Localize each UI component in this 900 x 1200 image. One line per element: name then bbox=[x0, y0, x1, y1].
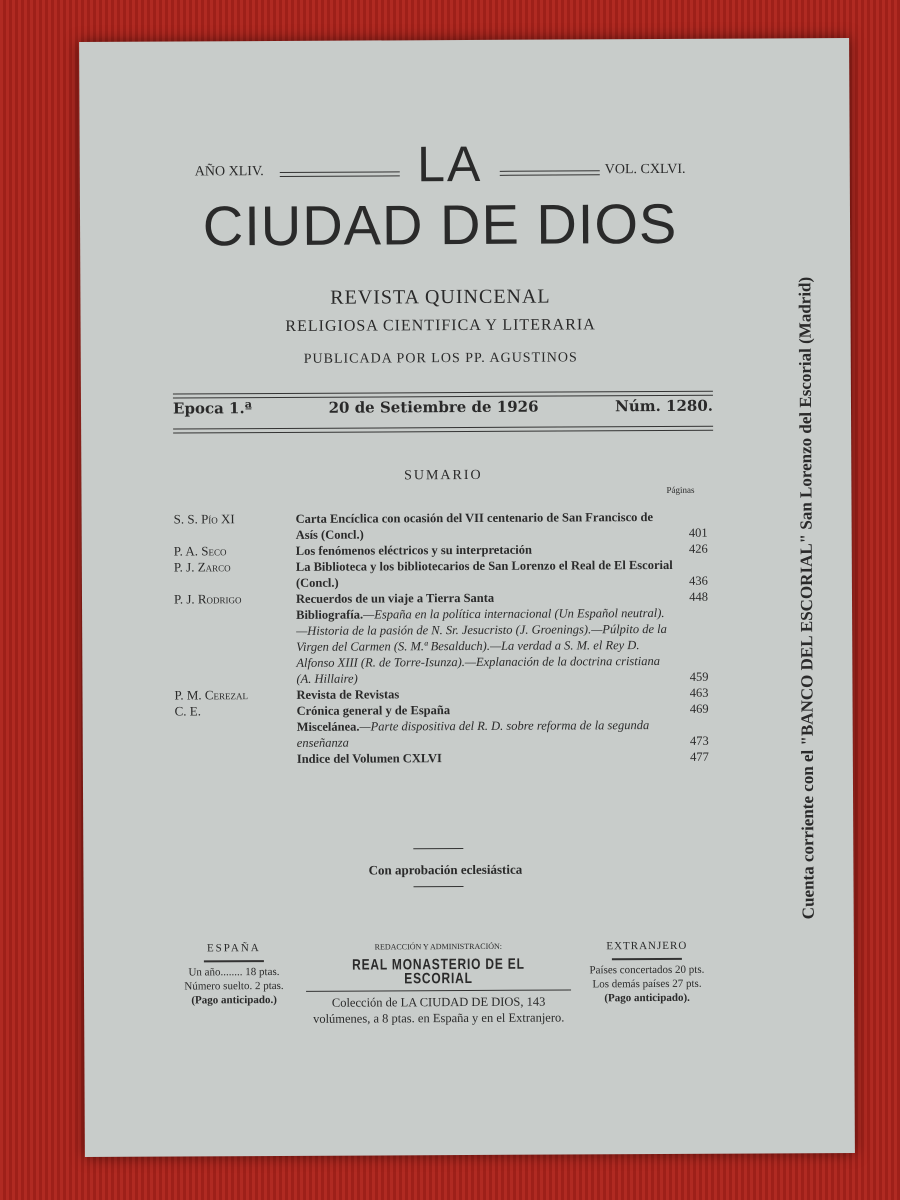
year-label: AÑO XLIV. bbox=[194, 164, 264, 180]
address: REAL MONASTERIO DE EL ESCORIAL bbox=[352, 955, 525, 988]
toc-title-text: Miscelánea. bbox=[296, 719, 360, 734]
toc-title-text: Bibliografía. bbox=[296, 607, 364, 622]
toc-title-italic: —España en la política internacional (Un Español neutral).—Historia de la pasión de N. Sr. Jesucristo (J. Groenings).—Púlpito de la Virgen del Carmen (S. M.ª Besalduch).—La verdad a S. M. el Rey D. Alfonso XIII (R. de Torre-Isunza).—Explanación de la doctrina cristiana (A. Hillaire) bbox=[296, 605, 667, 686]
approval-note: Con aprobación eclesiástica bbox=[368, 861, 523, 878]
toc-author: C. E. bbox=[174, 703, 202, 719]
toc-author bbox=[175, 751, 297, 768]
toc-page: 477 bbox=[690, 749, 709, 764]
toc-title-italic: —Parte dispositiva del R. D. sobre reforma de la segunda enseñanza bbox=[296, 718, 650, 750]
toc-title bbox=[296, 605, 674, 687]
sumario-title: SUMARIO bbox=[404, 467, 483, 484]
toc-entry bbox=[175, 717, 709, 752]
paginas-label: Páginas bbox=[666, 484, 695, 495]
price-line: Número suelto. 2 ptas. bbox=[184, 979, 284, 993]
price-line: Los demás países 27 pts. bbox=[592, 977, 702, 991]
toc-author: P. J. Rodrigo bbox=[173, 591, 242, 607]
toc-title-text: Los fenómenos eléctricos y su interpretación bbox=[295, 542, 532, 558]
price-line: Un año........ 18 ptas. bbox=[188, 965, 280, 979]
magazine-cover bbox=[79, 38, 855, 1157]
toc-entry bbox=[174, 605, 708, 688]
toc-page: 401 bbox=[688, 525, 708, 540]
toc-title bbox=[296, 509, 674, 543]
admin-label: REDACCIÓN Y ADMINISTRACIÓN: bbox=[374, 941, 503, 952]
toc-page: 426 bbox=[688, 541, 708, 556]
toc-entry bbox=[174, 509, 708, 544]
epoch: Epoca 1.ª bbox=[172, 399, 253, 418]
price-line: Países concertados 20 pts. bbox=[589, 963, 705, 977]
toc-title bbox=[297, 701, 675, 719]
payment-note: (Pago anticipado.) bbox=[191, 994, 277, 1007]
foreign-title: EXTRANJERO bbox=[606, 939, 688, 953]
toc-page: 463 bbox=[689, 685, 709, 700]
issue-band bbox=[173, 397, 713, 418]
divider bbox=[500, 170, 600, 176]
toc-page: 448 bbox=[689, 589, 709, 604]
foreign-pricing bbox=[582, 939, 712, 1006]
bank-account-vertical-text: Cuenta corriente con el "BANCO DEL ESCORIAL" San Lorenzo del Escorial (Madrid) bbox=[795, 277, 818, 920]
toc-page: 473 bbox=[689, 733, 709, 748]
subtitle: REVISTA QUINCENAL bbox=[330, 285, 551, 309]
collection-note: Colección de LA CIUDAD DE DIOS, 143 volúmenes, a 8 ptas. en España y en el Extranjero. bbox=[306, 989, 571, 1026]
toc-author: S. S. Pío XI bbox=[173, 511, 235, 527]
toc-author bbox=[175, 719, 297, 752]
table-of-contents bbox=[174, 509, 709, 768]
volume-label: VOL. CXLVI. bbox=[604, 161, 686, 178]
toc-page: 436 bbox=[689, 573, 708, 588]
issue-number: Núm. 1280. bbox=[615, 396, 714, 416]
toc-title-text: Revista de Revistas bbox=[296, 687, 400, 702]
toc-title-text: Indice del Volumen CXLVI bbox=[296, 751, 442, 766]
toc-author: P. A. Seco bbox=[173, 543, 227, 559]
divider bbox=[413, 848, 463, 849]
toc-title bbox=[297, 717, 675, 751]
title-la: LA bbox=[416, 135, 483, 193]
toc-title-text: Crónica general y de España bbox=[296, 703, 451, 718]
toc-page: 469 bbox=[689, 701, 709, 716]
toc-title bbox=[297, 749, 675, 767]
divider bbox=[173, 426, 713, 434]
toc-title bbox=[296, 685, 674, 703]
divider bbox=[280, 171, 400, 177]
toc-title bbox=[296, 557, 674, 591]
toc-entry bbox=[175, 749, 709, 768]
spain-title: ESPAÑA bbox=[206, 942, 261, 955]
toc-author: P. J. Zarco bbox=[173, 559, 231, 575]
spain-pricing bbox=[174, 941, 294, 1008]
toc-page: 459 bbox=[689, 669, 709, 684]
publisher-line: PUBLICADA POR LOS PP. AGUSTINOS bbox=[303, 350, 578, 367]
toc-title bbox=[296, 589, 674, 607]
toc-title-text: La Biblioteca y los bibliotecarios de San Lorenzo el Real de El Escorial (Concl.) bbox=[295, 557, 673, 590]
toc-title bbox=[296, 541, 674, 559]
administration bbox=[306, 939, 571, 1026]
toc-entry bbox=[174, 557, 708, 592]
toc-author bbox=[174, 607, 296, 688]
issue-date: 20 de Setiembre de 1926 bbox=[328, 397, 539, 417]
payment-note: (Pago anticipado). bbox=[604, 991, 690, 1005]
magazine-title: CIUDAD DE DIOS bbox=[202, 191, 678, 258]
subtitle-2: RELIGIOSA CIENTIFICA Y LITERARIA bbox=[285, 316, 596, 335]
toc-title-text: Recuerdos de un viaje a Tierra Santa bbox=[295, 590, 495, 606]
divider bbox=[414, 886, 464, 887]
toc-title-text: Carta Encíclica con ocasión del VII centenario de San Francisco de Asís (Concl.) bbox=[295, 510, 654, 542]
toc-author: P. M. Cerezal bbox=[174, 687, 249, 703]
